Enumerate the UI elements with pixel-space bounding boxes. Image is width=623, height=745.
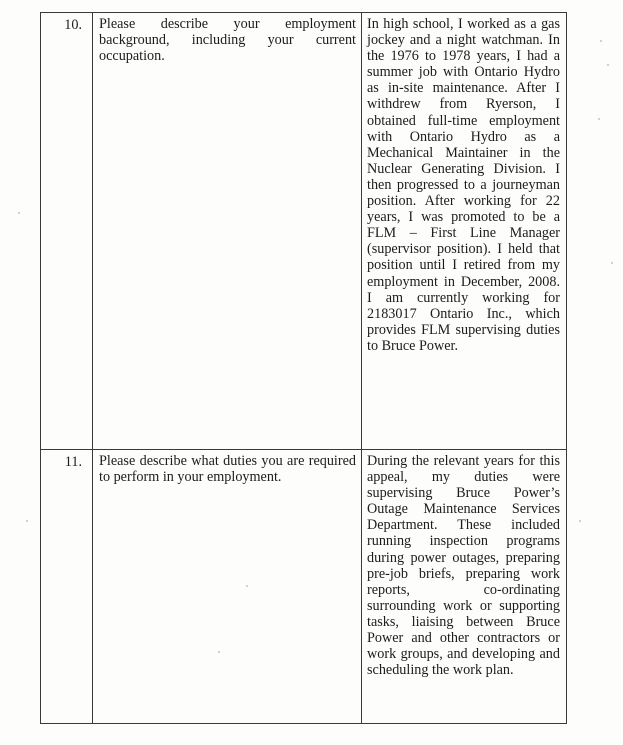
scan-speck [26,520,28,522]
scan-speck [607,64,609,66]
scan-speck [611,262,613,264]
table-row [41,450,567,724]
question-text: Please describe what duties you are required to perform in your employment. [93,450,362,724]
table-row [41,13,567,450]
scan-speck [598,118,600,120]
question-number: 10. [41,13,93,450]
scan-speck [218,651,220,653]
scan-speck [246,585,248,587]
scan-speck [18,212,20,214]
question-answer-table [40,12,567,724]
question-text: Please describe your employment background, including your current occupation. [93,13,362,450]
scan-speck [600,40,602,42]
answer-text: In high school, I worked as a gas jockey and a night watchman. In the 1976 to 1978 years, I had a summer job with Ontario Hydro as in-site maintenance. After I withdrew from Ryerson, I obtained full-time employment with Ontario Hydro as a Mechanical Maintainer in the Nuclear Generating Division. I then progressed to a journeyman position. After working for 22 years, I was promoted to be a FLM – First Line Manager (supervisor position). I held that position until I retired from my employment in December, 2008. I am currently working for 2183017 Ontario Inc., which provides FLM supervising duties to Bruce Power. [362,13,567,450]
question-number: 11. [41,450,93,724]
answer-text: During the relevant years for this appeal, my duties were supervising Bruce Power’s Outage Maintenance Services Department. These included running inspection programs during power outages, preparing pre-job briefs, preparing work reports, co-ordinating surrounding work or supporting tasks, liaising between Bruce Power and other contractors or work groups, and developing and scheduling the work plan. [362,450,567,724]
scan-speck [579,520,581,522]
